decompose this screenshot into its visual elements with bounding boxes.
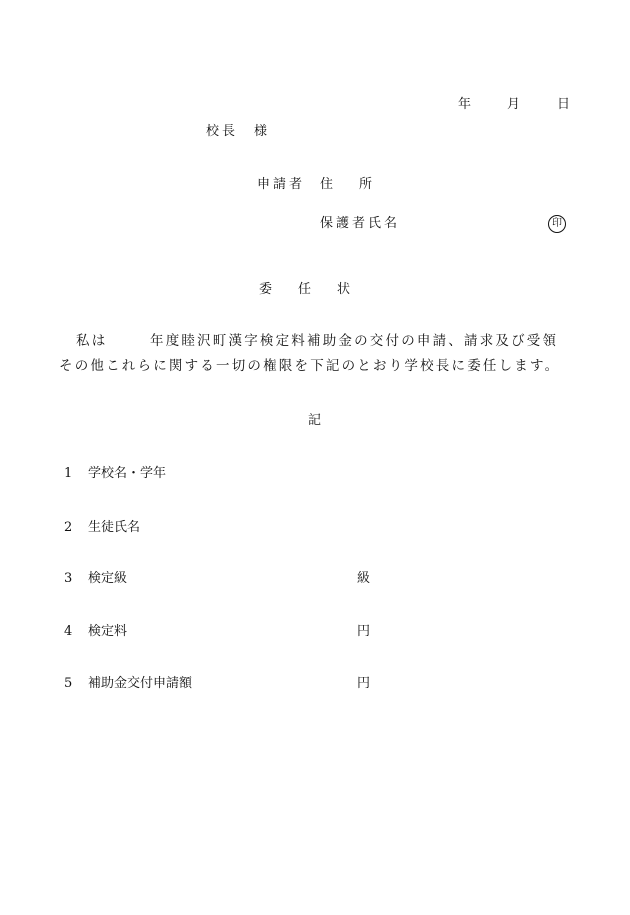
item-label-student-name: 生徒氏名: [88, 520, 141, 535]
ki-heading: 記: [308, 413, 322, 428]
date-month-label: 月: [507, 97, 521, 112]
guardian-name-label: 保護者氏名: [320, 216, 401, 231]
item-number: 4: [64, 624, 73, 639]
document-title: 委 任 状: [259, 282, 351, 297]
seal-mark: 印: [548, 215, 566, 233]
item-unit-kyu: 級: [357, 571, 371, 586]
item-label-exam-level: 検定級: [88, 571, 128, 586]
applicant-label: 申請者: [257, 177, 306, 192]
item-number: 3: [64, 571, 73, 586]
addressee-principal: 校長 様: [206, 124, 271, 139]
date-year-label: 年: [458, 97, 472, 112]
item-label-subsidy-amount: 補助金交付申請額: [88, 676, 193, 691]
item-unit-yen: 円: [357, 624, 371, 639]
item-number: 5: [64, 676, 73, 691]
body-line2: その他これらに関する一切の権限を下記のとおり学校長に委任します。: [59, 358, 561, 374]
item-label-school-grade: 学校名・学年: [88, 466, 167, 481]
item-number: 1: [64, 466, 73, 481]
item-number: 2: [64, 520, 73, 535]
date-day-label: 日: [557, 97, 571, 112]
item-unit-yen: 円: [357, 676, 371, 691]
body-line1-rest: 年度睦沢町漢字検定料補助金の交付の申請、請求及び受領: [150, 333, 559, 349]
body-line1-start: 私は: [76, 333, 108, 349]
address-label: 住 所: [320, 177, 373, 192]
item-label-exam-fee: 検定料: [88, 624, 128, 639]
